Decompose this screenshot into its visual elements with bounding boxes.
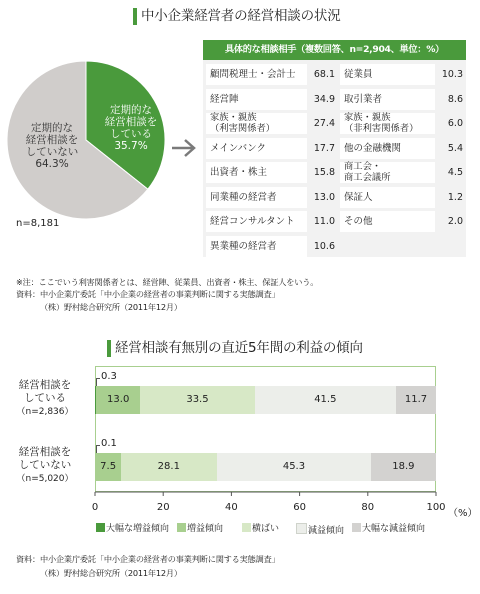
chevron-right-icon <box>170 136 198 160</box>
left-partner-name: 顧問税理士・会計士 <box>206 64 307 85</box>
legend-item <box>96 523 169 534</box>
legend-item <box>352 523 425 534</box>
legend-swatch <box>352 523 361 532</box>
consultation-partner-table <box>203 40 466 257</box>
table-header: 具体的な相談相手（複数回答、n=2,904、単位：%） <box>203 40 466 60</box>
right-partner-name: 他の金融機関 <box>340 138 435 159</box>
left-partner-value: 11.0 <box>313 216 335 227</box>
note-publisher: （株）野村総合研究所（2011年12月） <box>40 302 182 312</box>
legend-swatch <box>96 523 105 532</box>
section-title-marker <box>133 8 137 25</box>
x-axis <box>0 488 480 518</box>
note-source: 資料：中小企業庁委託「中小企業の経営者の事業判断に関する実態調査」 <box>16 289 280 299</box>
bar-data-label: 0.1 <box>101 438 117 449</box>
bar-data-label: 7.5 <box>100 461 117 472</box>
right-partner-value: 8.6 <box>447 93 463 105</box>
right-partner-value: 5.4 <box>447 142 463 154</box>
callout-leader-line <box>96 378 97 386</box>
bar-data-label: 41.5 <box>314 394 337 405</box>
legend-label: 増益傾向 <box>187 524 224 534</box>
legend-swatch <box>242 523 251 532</box>
right-partner-value: 6.0 <box>447 118 463 129</box>
legend-item <box>177 523 223 534</box>
left-partner-name: 家族・親族 （利害関係者） <box>206 113 307 134</box>
bar-data-label: 33.5 <box>186 394 209 405</box>
legend-label: 減益傾向 <box>308 526 345 536</box>
chart-note-publisher: （株）野村総合研究所（2011年12月） <box>40 568 182 578</box>
chart-note-source: 資料：中小企業庁委託「中小企業の経営者の事業判断に関する実態調査」 <box>16 554 280 564</box>
left-partner-value: 34.9 <box>313 93 335 105</box>
callout-leader-line <box>96 378 100 379</box>
note-definition: ※注：ここでいう利害関係者とは、経営陣、従業員、出資者・株主、保証人をいう。 <box>16 277 319 287</box>
right-partner-value: 4.5 <box>447 167 463 178</box>
right-partner-name: 従業員 <box>340 64 435 85</box>
bar-data-label: 0.3 <box>101 371 117 382</box>
left-partner-name: 経営陣 <box>206 89 307 110</box>
right-partner-name: 保証人 <box>340 187 435 208</box>
pie-label-not-consulting: 定期的な 経営相談を していない 64.3% <box>25 122 79 170</box>
left-partner-name: メインバンク <box>206 138 307 159</box>
bar-data-label: 18.9 <box>392 461 415 472</box>
left-partner-value: 17.7 <box>313 142 335 154</box>
left-partner-value: 10.6 <box>313 240 335 252</box>
right-partner-value: 10.3 <box>441 69 463 80</box>
left-partner-value: 13.0 <box>313 191 335 203</box>
left-partner-value: 68.1 <box>313 69 335 80</box>
left-partner-value: 15.8 <box>313 167 335 178</box>
left-partner-name: 出資者・株主 <box>206 162 307 183</box>
x-tick-label: 40 <box>225 502 238 513</box>
legend-item <box>296 523 344 536</box>
bar-data-label: 28.1 <box>157 461 180 472</box>
x-tick-label: 0 <box>91 502 99 513</box>
right-partner-value: 1.2 <box>447 191 463 203</box>
left-partner-value: 27.4 <box>313 118 335 129</box>
right-partner-name: 商工会・ 商工会議所 <box>340 162 435 183</box>
callout-leader-line <box>96 445 100 446</box>
legend-item <box>242 523 279 534</box>
right-partner-name: 家族・親族 （非利害関係者） <box>340 113 435 134</box>
legend-label: 大幅な減益傾向 <box>362 524 426 534</box>
row-label-not-consulting: 経営相談を していない （n=5,020） <box>16 446 74 484</box>
right-partner-value: 2.0 <box>447 216 463 227</box>
legend-label: 大幅な増益傾向 <box>106 524 170 534</box>
right-partner-name: 取引業者 <box>340 89 435 110</box>
left-partner-name: 異業種の経営者 <box>206 236 307 257</box>
legend-swatch <box>296 523 307 534</box>
section1-title: 中小企業経営者の経営相談の状況 <box>141 8 341 24</box>
legend-label: 横ばい <box>252 524 280 534</box>
pie-sample-size: n=8,181 <box>16 218 60 229</box>
legend-swatch <box>177 523 186 532</box>
row-label-consulting: 経営相談を している （n=2,836） <box>16 379 74 417</box>
bar-data-label: 13.0 <box>107 394 130 405</box>
x-tick-label: 100 <box>426 502 446 513</box>
right-partner-name: その他 <box>340 211 435 232</box>
pie-label-consulting: 定期的な 経営相談を している 35.7% <box>104 104 158 152</box>
x-tick-label: 60 <box>293 502 306 513</box>
left-partner-name: 経営コンサルタント <box>206 211 307 232</box>
bar-data-label: 11.7 <box>404 394 428 405</box>
chart-title: 経営相談有無別の直近5年間の利益の傾向 <box>115 340 363 356</box>
left-partner-name: 同業種の経営者 <box>206 187 307 208</box>
callout-leader-line <box>96 445 97 453</box>
x-tick-label: 80 <box>361 502 375 513</box>
section-title-marker <box>107 340 111 357</box>
table-body <box>203 60 466 257</box>
x-tick-label: 20 <box>156 502 170 513</box>
bar-data-label: 45.3 <box>282 461 306 472</box>
axis-unit: （%） <box>448 508 478 519</box>
